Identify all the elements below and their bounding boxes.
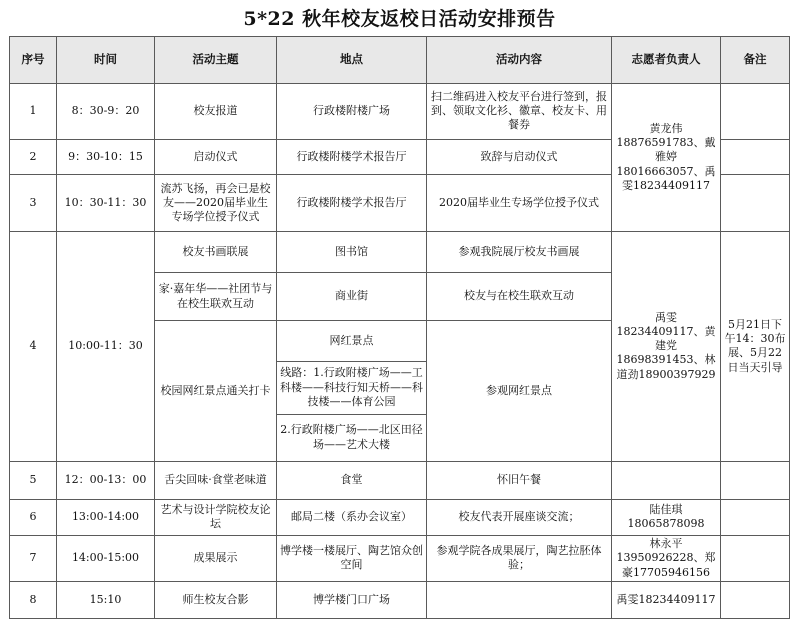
cell-place: 博学楼门口广场 [277, 582, 427, 619]
cell-time: 14:00-15:00 [57, 535, 155, 582]
cell-volunteer: 陆佳琪18065878098 [612, 500, 721, 536]
cell-place: 食堂 [277, 461, 427, 500]
header-remark: 备注 [721, 37, 790, 84]
cell-theme: 家·嘉年华——社团节与在校生联欢互动 [155, 272, 277, 321]
cell-no: 7 [10, 535, 57, 582]
cell-place: 博学楼一楼展厅、陶艺馆众创空间 [277, 535, 427, 582]
cell-time: 8：30-9：20 [57, 83, 155, 139]
cell-theme: 艺术与设计学院校友论坛 [155, 500, 277, 536]
header-content: 活动内容 [427, 37, 612, 84]
cell-place: 邮局二楼（系办会议室） [277, 500, 427, 536]
cell-content [427, 582, 612, 619]
cell-volunteer: 禹雯18234409117、黄建党18698391453、林道劲18900397929 [612, 232, 721, 462]
cell-no: 8 [10, 582, 57, 619]
cell-theme: 成果展示 [155, 535, 277, 582]
cell-no: 4 [10, 232, 57, 462]
cell-time: 10:00-11：30 [57, 232, 155, 462]
table-row [10, 582, 790, 619]
cell-no: 6 [10, 500, 57, 536]
cell-place: 2.行政附楼广场——北区田径场——艺术大楼 [277, 414, 427, 461]
cell-volunteer: 黄龙伟18876591783、戴雅婷18016663057、禹雯18234409117 [612, 83, 721, 231]
cell-content: 怀旧午餐 [427, 461, 612, 500]
cell-time: 13:00-14:00 [57, 500, 155, 536]
table-row [10, 461, 790, 500]
cell-theme: 师生校友合影 [155, 582, 277, 619]
cell-remark [721, 175, 790, 232]
cell-remark [721, 83, 790, 139]
cell-theme: 校友报道 [155, 83, 277, 139]
cell-remark [721, 535, 790, 582]
cell-theme: 启动仪式 [155, 139, 277, 175]
table-row [10, 232, 790, 273]
cell-no: 5 [10, 461, 57, 500]
table-row [10, 83, 790, 139]
cell-content: 参观我院展厅校友书画展 [427, 232, 612, 273]
header-time: 时间 [57, 37, 155, 84]
header-no: 序号 [10, 37, 57, 84]
cell-remark [721, 500, 790, 536]
header-theme: 活动主题 [155, 37, 277, 84]
cell-content: 2020届毕业生专场学位授予仪式 [427, 175, 612, 232]
cell-remark [721, 461, 790, 500]
cell-remark: 5月21日下午14：30布展、5月22日当天引导 [721, 232, 790, 462]
schedule-table [9, 36, 790, 619]
cell-volunteer: 禹雯18234409117 [612, 582, 721, 619]
cell-place: 行政楼附楼广场 [277, 83, 427, 139]
cell-content: 扫二维码进入校友平台进行签到，报到、领取文化衫、徽章、校友卡、用餐券 [427, 83, 612, 139]
cell-volunteer: 林永平13950926228、郑豪17705946156 [612, 535, 721, 582]
cell-place: 行政楼附楼学术报告厅 [277, 139, 427, 175]
cell-content: 参观学院各成果展厅，陶艺拉胚体验； [427, 535, 612, 582]
cell-volunteer [612, 461, 721, 500]
cell-time: 12：00-13：00 [57, 461, 155, 500]
header-row [10, 37, 790, 84]
cell-content: 校友代表开展座谈交流； [427, 500, 612, 536]
cell-theme: 流苏飞扬，再会已是校友——2020届毕业生专场学位授予仪式 [155, 175, 277, 232]
table-row [10, 500, 790, 536]
cell-no: 2 [10, 139, 57, 175]
cell-remark [721, 139, 790, 175]
cell-content: 校友与在校生联欢互动 [427, 272, 612, 321]
cell-place: 网红景点 [277, 321, 427, 362]
page-title: 5*22 秋年校友返校日活动安排预告 [243, 8, 556, 30]
cell-theme: 舌尖回味·食堂老味道 [155, 461, 277, 500]
cell-content: 致辞与启动仪式 [427, 139, 612, 175]
header-place: 地点 [277, 37, 427, 84]
cell-content: 参观网红景点 [427, 321, 612, 461]
cell-time: 15:10 [57, 582, 155, 619]
cell-theme: 校友书画联展 [155, 232, 277, 273]
cell-time: 9：30-10：15 [57, 139, 155, 175]
cell-place: 商业街 [277, 272, 427, 321]
table-row [10, 535, 790, 582]
cell-no: 3 [10, 175, 57, 232]
cell-theme: 校园网红景点通关打卡 [155, 321, 277, 461]
cell-place: 图书馆 [277, 232, 427, 273]
cell-no: 1 [10, 83, 57, 139]
header-volunteer: 志愿者负责人 [612, 37, 721, 84]
cell-remark [721, 582, 790, 619]
cell-place: 行政楼附楼学术报告厅 [277, 175, 427, 232]
cell-time: 10：30-11：30 [57, 175, 155, 232]
cell-place: 线路：1.行政附楼广场——工科楼——科技行知天桥——科技楼——体育公园 [277, 362, 427, 415]
